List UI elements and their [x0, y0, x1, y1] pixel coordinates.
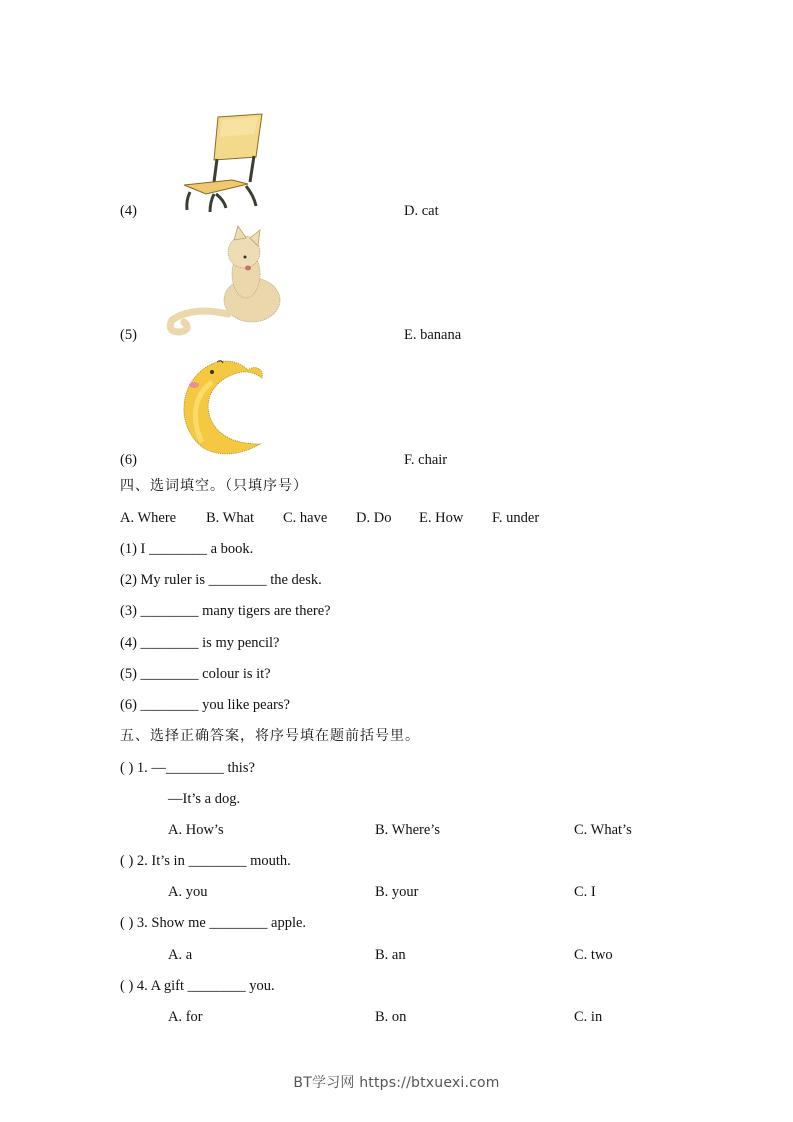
match-number: (5): [120, 327, 137, 343]
answer-option: A. for: [168, 1009, 203, 1025]
fill-question: (1) I ________ a book.: [120, 541, 254, 557]
section-title: 五、选择正确答案，将序号填在题前括号里。: [120, 728, 420, 744]
choice-question-stem: ( ) 3. Show me ________ apple.: [120, 915, 307, 931]
word-option: F. under: [492, 510, 540, 526]
word-option: E. How: [419, 510, 464, 526]
chair-image: [180, 112, 265, 212]
fill-question: (3) ________ many tigers are there?: [120, 603, 331, 619]
answer-option: A. How’s: [168, 822, 224, 838]
section-title: 四、选词填空。（只填序号）: [120, 478, 308, 494]
match-number: (4): [120, 203, 137, 219]
answer-option: B. an: [375, 947, 406, 963]
footer-watermark: BT学习网 https://btxuexi.com: [293, 1075, 500, 1091]
match-number: (6): [120, 452, 137, 468]
answer-option: C. What’s: [574, 822, 632, 838]
choice-question-stem: ( ) 1. —________ this?: [120, 760, 255, 776]
answer-option: B. your: [375, 884, 419, 900]
choice-question-reply: —It’s a dog.: [168, 791, 241, 807]
fill-question: (5) ________ colour is it?: [120, 666, 271, 682]
answer-option: A. a: [168, 947, 193, 963]
answer-option: C. I: [574, 884, 596, 900]
cat-image: [162, 224, 287, 339]
fill-question: (2) My ruler is ________ the desk.: [120, 572, 322, 588]
answer-option: C. in: [574, 1009, 603, 1025]
word-option: C. have: [283, 510, 328, 526]
fill-question: (4) ________ is my pencil?: [120, 635, 280, 651]
word-option: A. Where: [120, 510, 177, 526]
word-option: B. What: [206, 510, 255, 526]
word-option: D. Do: [356, 510, 392, 526]
answer-option: C. two: [574, 947, 613, 963]
answer-option: B. on: [375, 1009, 407, 1025]
answer-option: B. Where’s: [375, 822, 440, 838]
banana-image: [172, 352, 272, 457]
choice-question-stem: ( ) 2. It’s in ________ mouth.: [120, 853, 291, 869]
match-option: F. chair: [404, 452, 448, 468]
choice-question-stem: ( ) 4. A gift ________ you.: [120, 978, 275, 994]
match-option: D. cat: [404, 203, 439, 219]
fill-question: (6) ________ you like pears?: [120, 697, 290, 713]
match-option: E. banana: [404, 327, 462, 343]
answer-option: A. you: [168, 884, 208, 900]
